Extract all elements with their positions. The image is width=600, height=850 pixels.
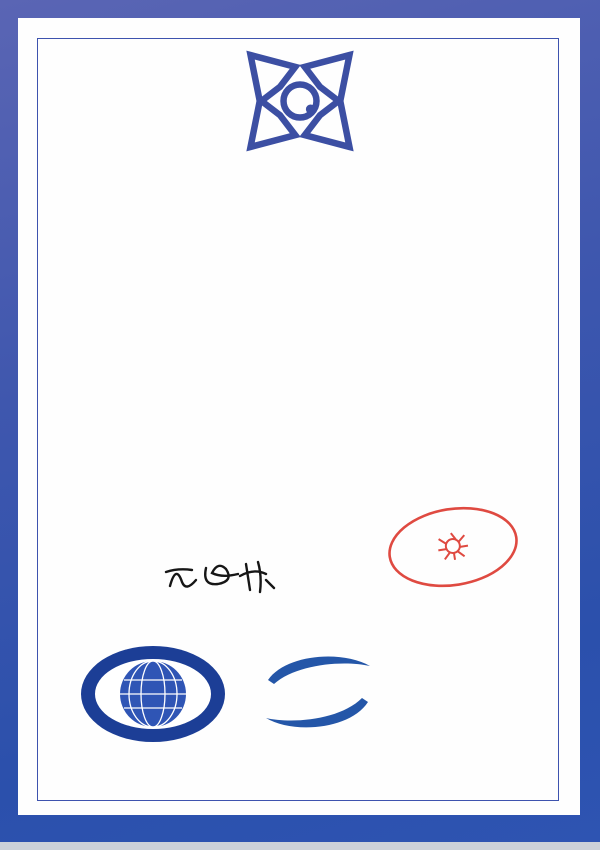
issuer-signature <box>162 556 282 604</box>
iaf-logo-icon <box>78 644 228 744</box>
qr-code <box>478 709 544 775</box>
cnas-logo-icon <box>258 650 378 734</box>
certification-body-logo-icon <box>240 48 360 154</box>
scan-edge-strip <box>0 842 600 850</box>
